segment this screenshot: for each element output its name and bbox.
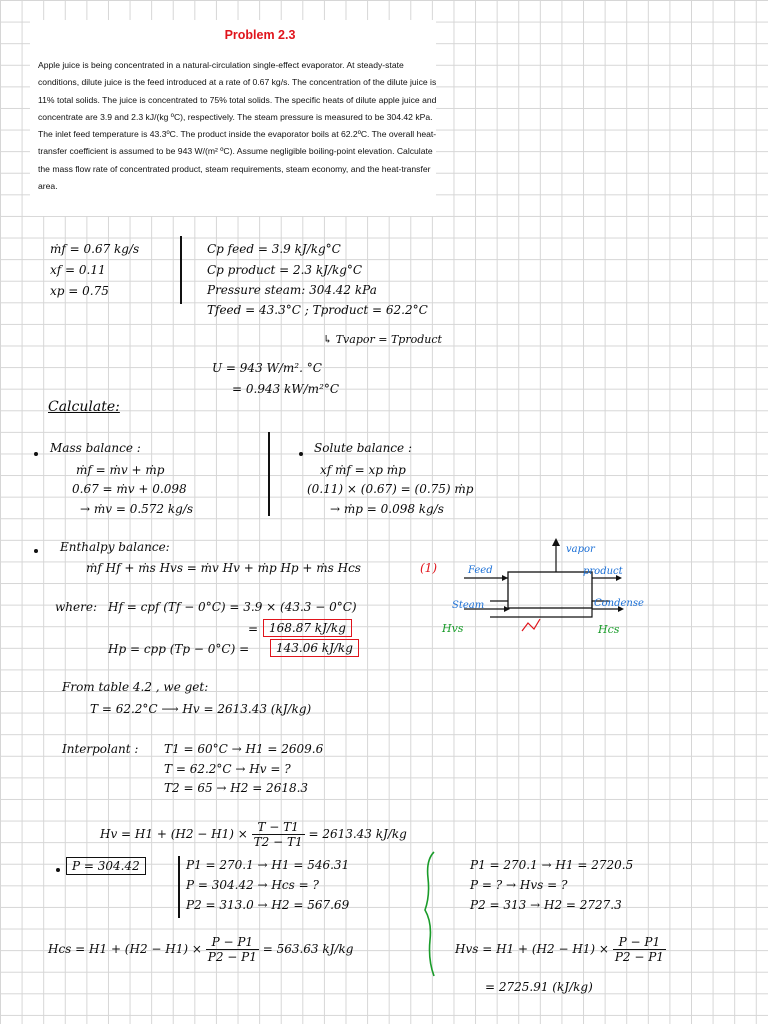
where-label: where: (55, 600, 97, 614)
hv-fraction (252, 820, 305, 849)
brace-separator (420, 850, 440, 980)
mass-balance-line1: ṁf = ṁv + ṁp (76, 463, 165, 477)
given-temps: Tfeed = 43.3°C ; Tproduct = 62.2°C (207, 303, 428, 317)
hcs-formula (48, 935, 353, 964)
interpolant-row2: T = 62.2°C → Hv = ? (164, 762, 291, 776)
evaporator-diagram (440, 535, 660, 645)
given-xf: xf = 0.11 (50, 263, 106, 277)
solute-balance-line3: → ṁp = 0.098 kg/s (330, 502, 444, 516)
hvs-formula (455, 935, 666, 964)
hv-fraction-denominator: T2 − T1 (253, 835, 303, 849)
table-line2: T = 62.2°C ⟶ Hv = 2613.43 (kJ/kg) (90, 702, 312, 716)
hv-formula (100, 820, 407, 849)
hcs-row1: P1 = 270.1 → H1 = 546.31 (186, 858, 350, 872)
diagram-vapor-label: vapor (566, 544, 595, 555)
hp-value: 143.06 kJ/kg (270, 639, 359, 657)
enthalpy-equation-number: (1) (420, 561, 437, 575)
solute-balance-title: Solute balance : (314, 441, 412, 455)
hcs-row2: P = 304.42 → Hcs = ? (186, 878, 319, 892)
balance-divider (268, 432, 270, 516)
hvs-row2: P = ? → Hvs = ? (470, 878, 568, 892)
bullet (34, 452, 38, 456)
mass-balance-line3: → ṁv = 0.572 kg/s (80, 502, 194, 516)
diagram-condense-label: Condense (594, 598, 644, 609)
given-divider (180, 236, 182, 304)
hcs-fraction-numerator: P − P1 (206, 935, 259, 950)
mass-balance-line2: 0.67 = ṁv + 0.098 (72, 482, 187, 496)
hvs-result: = 2725.91 (kJ/kg) (485, 980, 593, 994)
hv-formula-left: Hv = H1 + (H2 − H1) × (100, 827, 248, 841)
problem-statement (30, 20, 436, 216)
given-u1: U = 943 W/m². °C (212, 361, 322, 375)
pressure-box: P = 304.42 (66, 857, 146, 875)
hvs-row1: P1 = 270.1 → H1 = 2720.5 (470, 858, 634, 872)
bullet (299, 452, 303, 456)
problem-title: Problem 2.3 (224, 28, 296, 42)
solute-balance-line1: xf ṁf = xp ṁp (320, 463, 406, 477)
interpolant-row3: T2 = 65 → H2 = 2618.3 (164, 781, 309, 795)
given-xp: xp = 0.75 (50, 284, 109, 298)
given-mf: ṁf = 0.67 kg/s (50, 242, 140, 256)
given-cp-product: Cp product = 2.3 kJ/kg°C (207, 263, 363, 277)
interpolant-row1: T1 = 60°C → H1 = 2609.6 (164, 742, 324, 756)
hf-value: 168.87 kJ/kg (263, 619, 352, 637)
bullet (34, 549, 38, 553)
problem-text: Apple juice is being concentrated in a natural-circulation single-effect evaporator. At steady-state conditions, dilute juice is the feed introduced at a rate of 0.67 kg/s. The concentration of the dilute juice is 11% total solids. The juice is concentrated to 75% total solids. The specific heats of dilute apple juice and concentrate are 3.9 and 2.3 kJ/(kg ºC), respectively. The steam pressure is measured to be 304.42 kPa. The inlet feed temperature is 43.3ºC. The product inside the evaporator boils at 62.2ºC. The overall heat-transfer coefficient is assumed to be 943 W/(m² ºC). Assume negligible boiling-point elevation. Calculate the mass flow rate of concentrated product, steam requirements, steam economy, and the heat-transfer area. (38, 60, 437, 192)
hcs-fraction-denominator: P2 − P1 (207, 950, 257, 964)
interpolant-label: Interpolant : (62, 742, 139, 756)
given-pressure: Pressure steam: 304.42 kPa (207, 283, 377, 297)
hv-formula-right: = 2613.43 kJ/kg (308, 827, 407, 841)
table-line1: From table 4.2 , we get: (62, 680, 209, 694)
hcs-row3: P2 = 313.0 → H2 = 567.69 (186, 898, 350, 912)
given-u2: = 0.943 kW/m²°C (232, 382, 340, 396)
pressure-divider (178, 856, 180, 918)
hvs-row3: P2 = 313 → H2 = 2727.3 (470, 898, 622, 912)
hf-equals: = (248, 622, 259, 636)
enthalpy-equation: ṁf Hf + ṁs Hvs = ṁv Hv + ṁp Hp + ṁs Hcs (86, 561, 361, 575)
diagram-hvs-label: Hvs (442, 622, 464, 635)
bullet (56, 868, 60, 872)
hvs-formula-left: Hvs = H1 + (H2 − H1) × (455, 942, 609, 956)
hvs-fraction (613, 935, 666, 964)
enthalpy-title: Enthalpy balance: (60, 540, 170, 554)
calculate-heading: Calculate: (48, 399, 120, 415)
diagram-feed-label: Feed (468, 565, 493, 576)
hv-fraction-numerator: T − T1 (252, 820, 305, 835)
solute-balance-line2: (0.11) × (0.67) = (0.75) ṁp (307, 482, 474, 496)
hf-equation: Hf = cpf (Tf − 0°C) = 3.9 × (43.3 − 0°C) (108, 600, 357, 614)
diagram-steam-label: Steam (452, 600, 485, 611)
hp-equation: Hp = cpp (Tp − 0°C) = (108, 642, 250, 656)
mass-balance-title: Mass balance : (50, 441, 141, 455)
hcs-fraction (206, 935, 259, 964)
diagram-product-label: product (583, 566, 623, 577)
hvs-fraction-numerator: P − P1 (613, 935, 666, 950)
hcs-formula-left: Hcs = H1 + (H2 − H1) × (48, 942, 202, 956)
hcs-formula-right: = 563.63 kJ/kg (262, 942, 354, 956)
given-tvapor: ↳ Tvapor = Tproduct (323, 333, 442, 346)
hvs-fraction-denominator: P2 − P1 (614, 950, 664, 964)
given-cp-feed: Cp feed = 3.9 kJ/kg°C (207, 242, 341, 256)
diagram-hcs-label: Hcs (598, 623, 620, 636)
